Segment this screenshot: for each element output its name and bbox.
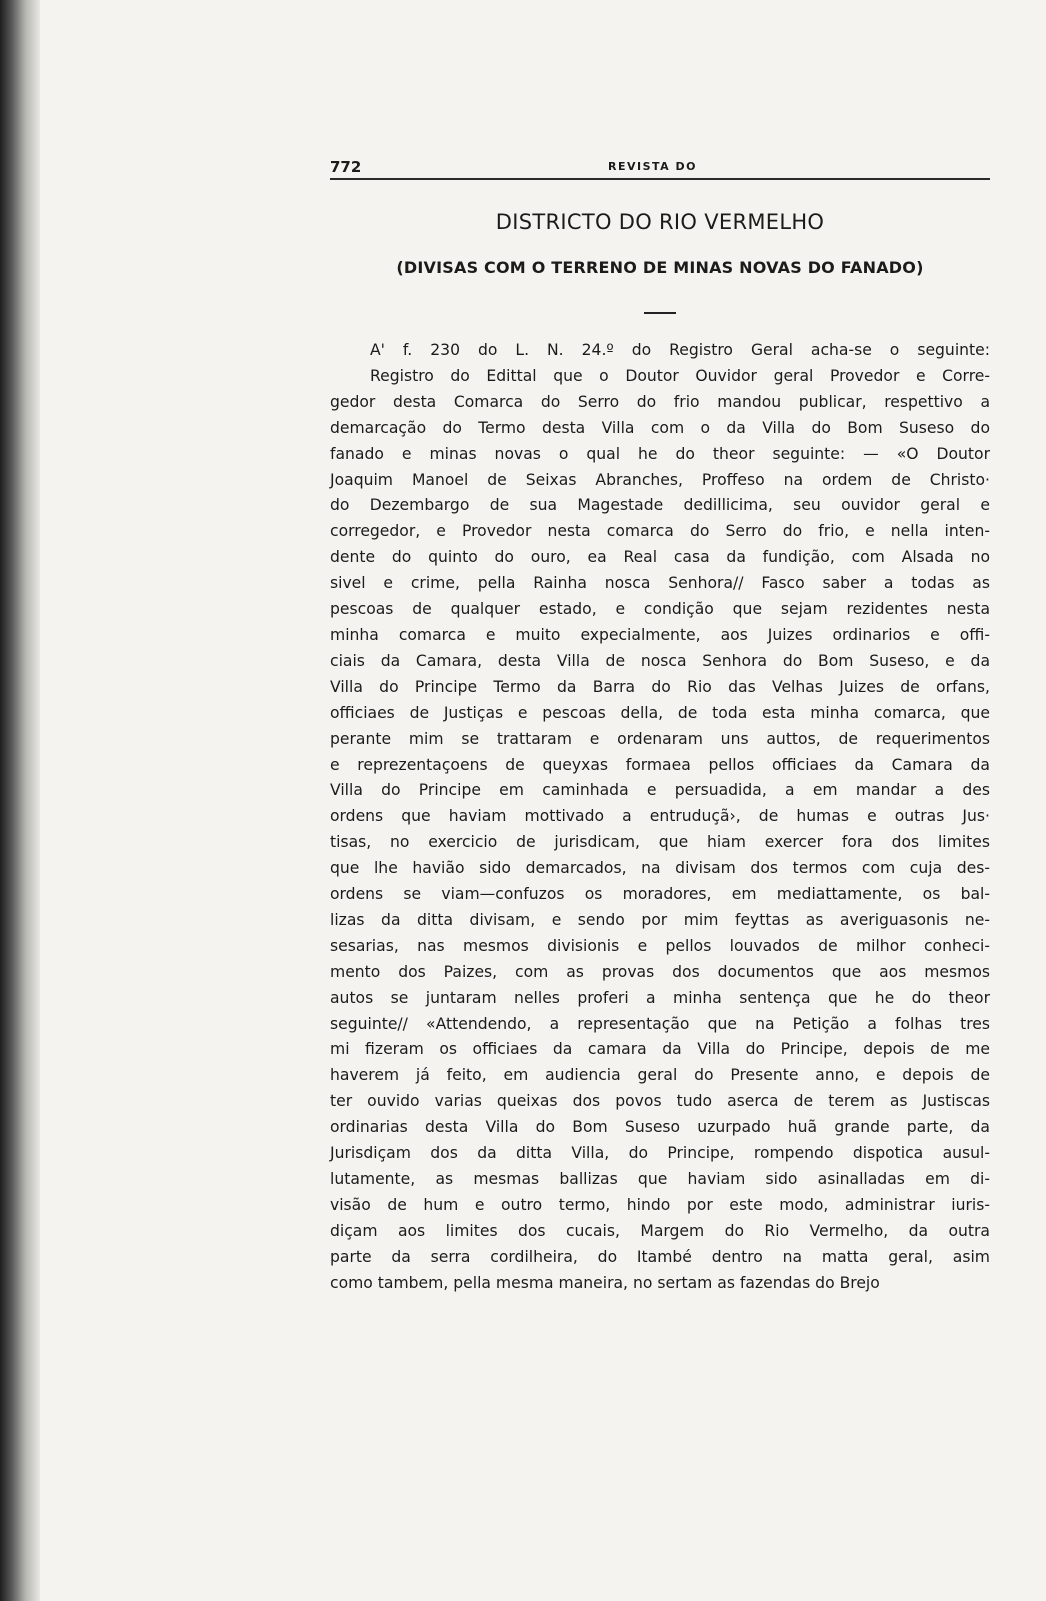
body-line: Joaquim Manoel de Seixas Abranches, Proffeso na ordem de Christo· [330,470,990,489]
body-line: do Dezembargo de sua Magestade dedillicima, seu ouvidor geral e [330,496,990,515]
body-line: diçam aos limites dos cucais, Margem do Rio Vermelho, da outra [330,1221,990,1240]
body-line: mento dos Paizes, com as provas dos documentos que aos mesmos [330,962,990,981]
body-line: officiaes de Justiças e pescoas della, de toda esta minha comarca, que [330,703,990,722]
body-line: Registro do Edittal que o Doutor Ouvidor geral Provedor e Corre- [370,366,990,385]
body-line: lizas da ditta divisam, e sendo por mim feyttas as averiguasonis ne- [330,910,990,929]
body-line: Villa do Principe Termo da Barra do Rio das Velhas Juizes de orfans, [330,677,990,696]
body-line: ordens que haviam mottivado a entruduçã›, de humas e outras Jus· [330,807,990,826]
body-line: parte da serra cordilheira, do Itambé dentro na matta geral, asim [330,1247,990,1266]
page-number: 772 [330,158,362,176]
body-line: ter ouvido varias queixas dos povos tudo aserca de terem as Justiscas [330,1092,990,1111]
body-line: ordinarias desta Villa do Bom Suseso uzurpado huã grande parte, da [330,1118,990,1137]
body-line: demarcação do Termo desta Villa com o da Villa do Bom Suseso do [330,418,990,437]
article-subtitle: (DIVISAS COM O TERRENO DE MINAS NOVAS DO FANADO) [396,258,924,277]
body-line: gedor desta Comarca do Serro do frio mandou publicar, respettivo a [330,392,990,411]
body-line: perante mim se trattaram e ordenaram uns auttos, de requerimentos [330,729,990,748]
article-body [330,338,990,1297]
body-line: como tambem, pella mesma maneira, no sertam as fazendas do Brejo [330,1273,880,1292]
body-line: sesarias, nas mesmos divisionis e pellos louvados de milhor conheci- [330,936,990,955]
body-line: minha comarca e muito expecialmente, aos Juizes ordinarios e offi- [330,625,990,644]
body-line: A' f. 230 do L. N. 24.º do Registro Geral acha-se o seguinte: [370,341,990,359]
body-line: tisas, no exercicio de jurisdicam, que hiam exercer fora dos limites [330,833,990,852]
body-line: pescoas de qualquer estado, e condição que sejam rezidentes nesta [330,600,990,619]
body-line: lutamente, as mesmas ballizas que haviam sido asinalladas em di- [330,1170,990,1188]
body-line: sivel e crime, pella Rainha nosca Senhora// Fasco saber a todas as [330,574,990,593]
body-line: Jurisdiçam dos da ditta Villa, do Principe, rompendo dispotica ausul- [330,1144,990,1163]
book-spine-shadow [0,0,40,1601]
body-line: corregedor, e Provedor nesta comarca do Serro do frio, e nella inten- [330,522,990,541]
body-line: visão de hum e outro termo, hindo por este modo, administrar iuris- [330,1195,990,1214]
body-line: ordens se viam—confuzos os moradores, em mediattamente, os bal- [330,885,990,904]
body-line: fanado e minas novas o qual he do theor seguinte: — «O Doutor [330,444,990,463]
body-line: mi fizeram os officiaes da camara da Villa do Principe, depois de me [330,1040,990,1059]
body-line: que lhe havião sido demarcados, na divisam dos termos com cuja des- [330,859,990,878]
body-line: ciais da Camara, desta Villa de nosca Senhora do Bom Suseso, e da [330,651,990,670]
body-line: haverem já feito, em audiencia geral do Presente anno, e depois de [330,1066,990,1085]
running-head: REVISTA DO [608,160,697,173]
body-line: e reprezentaçoens de queyxas formaea pellos officiaes da Camara da [330,755,990,774]
body-line: autos se juntaram nelles proferi a minha sentença que he do theor [330,988,990,1007]
document-page [330,150,990,1297]
body-line: seguinte// «Attendendo, a representação que na Petição a folhas tres [330,1014,990,1033]
body-line: Villa do Principe em caminhada e persuadida, a em mandar a des [330,781,990,800]
body-line: dente do quinto do ouro, ea Real casa da fundição, com Alsada no [330,548,990,567]
article-title: DISTRICTO DO RIO VERMELHO [495,210,825,234]
section-divider [644,312,676,314]
page-header [330,150,990,180]
